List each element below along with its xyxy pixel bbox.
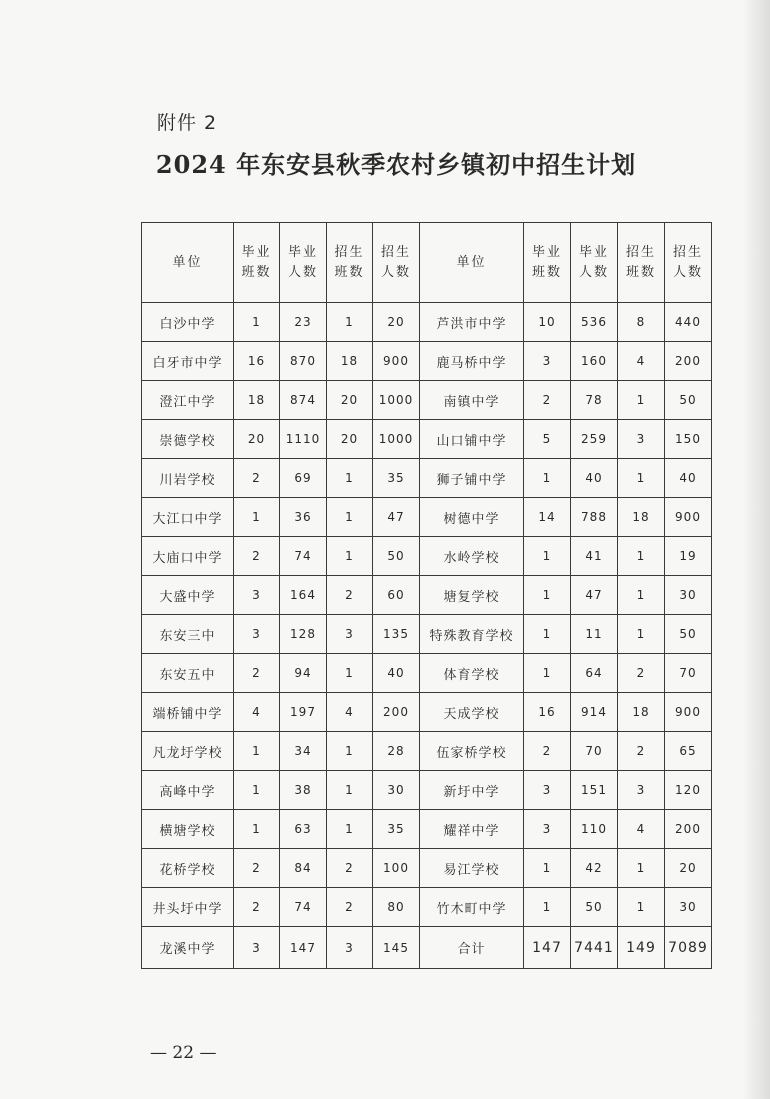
enroll-classes-right: 1 xyxy=(618,381,665,420)
table-row xyxy=(142,420,712,459)
grad-classes-right: 1 xyxy=(524,615,571,654)
grad-students: 197 xyxy=(280,693,327,732)
school-name: 大江口中学 xyxy=(142,498,234,537)
grad-students-right: 11 xyxy=(571,615,618,654)
grad-students-right: 47 xyxy=(571,576,618,615)
school-name-right: 芦洪市中学 xyxy=(420,303,524,342)
school-name-right: 水岭学校 xyxy=(420,537,524,576)
grad-students-right: 259 xyxy=(571,420,618,459)
grad-classes: 3 xyxy=(234,576,280,615)
enroll-students: 28 xyxy=(373,732,420,771)
enroll-classes: 1 xyxy=(327,654,373,693)
enroll-classes-right: 1 xyxy=(618,888,665,927)
page-number: — 22 — xyxy=(150,1043,217,1063)
school-name: 花桥学校 xyxy=(142,849,234,888)
grad-classes-right: 3 xyxy=(524,771,571,810)
table-header-row xyxy=(142,223,712,303)
header-grad-classes: 毕业 班数 xyxy=(234,223,280,303)
grad-classes: 1 xyxy=(234,771,280,810)
grad-classes: 2 xyxy=(234,537,280,576)
table-row xyxy=(142,537,712,576)
table-row xyxy=(142,888,712,927)
school-name-right: 伍家桥学校 xyxy=(420,732,524,771)
school-name: 井头圩中学 xyxy=(142,888,234,927)
enroll-students: 30 xyxy=(373,771,420,810)
enroll-classes-right: 1 xyxy=(618,576,665,615)
table-row-total xyxy=(142,927,712,969)
enroll-students-right: 19 xyxy=(665,537,712,576)
grad-classes: 4 xyxy=(234,693,280,732)
grad-classes: 18 xyxy=(234,381,280,420)
school-name: 大盛中学 xyxy=(142,576,234,615)
table-row xyxy=(142,849,712,888)
grad-students-right: 914 xyxy=(571,693,618,732)
school-name: 川岩学校 xyxy=(142,459,234,498)
enroll-students: 40 xyxy=(373,654,420,693)
grad-classes-right: 2 xyxy=(524,381,571,420)
enroll-classes-right: 4 xyxy=(618,810,665,849)
table-row xyxy=(142,771,712,810)
table-row xyxy=(142,498,712,537)
enroll-classes-right: 1 xyxy=(618,849,665,888)
grad-classes: 2 xyxy=(234,459,280,498)
enroll-students-right: 20 xyxy=(665,849,712,888)
grad-students: 164 xyxy=(280,576,327,615)
enroll-students: 200 xyxy=(373,693,420,732)
enroll-classes: 1 xyxy=(327,498,373,537)
grad-students: 69 xyxy=(280,459,327,498)
enroll-classes: 2 xyxy=(327,888,373,927)
grad-students-right: 536 xyxy=(571,303,618,342)
school-name-right: 天成学校 xyxy=(420,693,524,732)
header-unit: 单位 xyxy=(142,223,234,303)
header-enroll-classes-right: 招生 班数 xyxy=(618,223,665,303)
school-name-right: 竹木町中学 xyxy=(420,888,524,927)
school-name-right: 体育学校 xyxy=(420,654,524,693)
grad-students: 36 xyxy=(280,498,327,537)
grad-students: 84 xyxy=(280,849,327,888)
header-grad-classes-right: 毕业 班数 xyxy=(524,223,571,303)
header-grad-students: 毕业 人数 xyxy=(280,223,327,303)
grad-students: 874 xyxy=(280,381,327,420)
enroll-students-right: 900 xyxy=(665,498,712,537)
school-name: 端桥铺中学 xyxy=(142,693,234,732)
enroll-classes-right: 2 xyxy=(618,654,665,693)
grad-classes-right: 1 xyxy=(524,459,571,498)
attachment-label: 附件 2 xyxy=(157,112,218,134)
grad-students-right: 151 xyxy=(571,771,618,810)
enroll-students: 900 xyxy=(373,342,420,381)
enroll-students: 20 xyxy=(373,303,420,342)
grad-students: 23 xyxy=(280,303,327,342)
grad-students-right: 110 xyxy=(571,810,618,849)
header-grad-students-right: 毕业 人数 xyxy=(571,223,618,303)
grad-students: 34 xyxy=(280,732,327,771)
school-name: 白沙中学 xyxy=(142,303,234,342)
enroll-students: 1000 xyxy=(373,381,420,420)
grad-classes: 2 xyxy=(234,849,280,888)
enroll-classes-right: 4 xyxy=(618,342,665,381)
grad-students: 74 xyxy=(280,888,327,927)
school-name: 大庙口中学 xyxy=(142,537,234,576)
grad-students-right: 70 xyxy=(571,732,618,771)
total-grad-students: 7441 xyxy=(571,927,618,969)
enroll-classes-right: 18 xyxy=(618,693,665,732)
enroll-students-right: 30 xyxy=(665,576,712,615)
enroll-students-right: 70 xyxy=(665,654,712,693)
grad-classes-right: 2 xyxy=(524,732,571,771)
enroll-students-right: 200 xyxy=(665,810,712,849)
enroll-students-right: 40 xyxy=(665,459,712,498)
grad-classes: 1 xyxy=(234,498,280,537)
enroll-students: 1000 xyxy=(373,420,420,459)
grad-students-right: 50 xyxy=(571,888,618,927)
enroll-students: 35 xyxy=(373,810,420,849)
enroll-classes: 1 xyxy=(327,303,373,342)
school-name-right: 塘复学校 xyxy=(420,576,524,615)
enroll-students: 50 xyxy=(373,537,420,576)
enroll-classes: 18 xyxy=(327,342,373,381)
school-name: 高峰中学 xyxy=(142,771,234,810)
grad-classes: 20 xyxy=(234,420,280,459)
enroll-students: 80 xyxy=(373,888,420,927)
enroll-students-right: 50 xyxy=(665,615,712,654)
grad-classes: 3 xyxy=(234,927,280,969)
enroll-students-right: 150 xyxy=(665,420,712,459)
table-row xyxy=(142,381,712,420)
school-name: 凡龙圩学校 xyxy=(142,732,234,771)
enroll-students-right: 120 xyxy=(665,771,712,810)
enroll-students: 60 xyxy=(373,576,420,615)
grad-classes: 16 xyxy=(234,342,280,381)
grad-students: 870 xyxy=(280,342,327,381)
school-name-right: 鹿马桥中学 xyxy=(420,342,524,381)
enroll-classes-right: 3 xyxy=(618,420,665,459)
school-name-right: 南镇中学 xyxy=(420,381,524,420)
grad-students-right: 40 xyxy=(571,459,618,498)
enroll-classes-right: 1 xyxy=(618,459,665,498)
enroll-classes: 1 xyxy=(327,810,373,849)
enroll-classes: 20 xyxy=(327,420,373,459)
enroll-students: 47 xyxy=(373,498,420,537)
enroll-students-right: 65 xyxy=(665,732,712,771)
enroll-classes: 3 xyxy=(327,615,373,654)
enroll-classes: 2 xyxy=(327,576,373,615)
table-row xyxy=(142,459,712,498)
school-name-right: 狮子铺中学 xyxy=(420,459,524,498)
grad-classes-right: 3 xyxy=(524,342,571,381)
enroll-students-right: 200 xyxy=(665,342,712,381)
header-enroll-students: 招生 人数 xyxy=(373,223,420,303)
grad-classes: 1 xyxy=(234,732,280,771)
enroll-classes-right: 8 xyxy=(618,303,665,342)
grad-students: 74 xyxy=(280,537,327,576)
header-enroll-classes: 招生 班数 xyxy=(327,223,373,303)
school-name-right: 树德中学 xyxy=(420,498,524,537)
grad-students: 128 xyxy=(280,615,327,654)
enroll-classes-right: 2 xyxy=(618,732,665,771)
table-row xyxy=(142,693,712,732)
table-row xyxy=(142,732,712,771)
enroll-students: 145 xyxy=(373,927,420,969)
header-enroll-students-right: 招生 人数 xyxy=(665,223,712,303)
enroll-classes: 1 xyxy=(327,732,373,771)
enroll-students-right: 440 xyxy=(665,303,712,342)
school-name-right: 新圩中学 xyxy=(420,771,524,810)
enroll-classes: 4 xyxy=(327,693,373,732)
grad-classes: 2 xyxy=(234,654,280,693)
header-unit-right: 单位 xyxy=(420,223,524,303)
enroll-students-right: 900 xyxy=(665,693,712,732)
document-title: 2024 年东安县秋季农村乡镇初中招生计划 xyxy=(155,150,637,179)
enroll-classes: 3 xyxy=(327,927,373,969)
grad-classes-right: 1 xyxy=(524,849,571,888)
grad-students: 147 xyxy=(280,927,327,969)
grad-classes-right: 1 xyxy=(524,576,571,615)
school-name-right: 山口铺中学 xyxy=(420,420,524,459)
table-row xyxy=(142,810,712,849)
enroll-classes: 1 xyxy=(327,771,373,810)
school-name: 龙溪中学 xyxy=(142,927,234,969)
school-name: 白牙市中学 xyxy=(142,342,234,381)
enroll-classes-right: 1 xyxy=(618,537,665,576)
grad-students: 1110 xyxy=(280,420,327,459)
enroll-students-right: 30 xyxy=(665,888,712,927)
grad-classes: 3 xyxy=(234,615,280,654)
enroll-students: 135 xyxy=(373,615,420,654)
school-name: 横塘学校 xyxy=(142,810,234,849)
school-name: 东安三中 xyxy=(142,615,234,654)
grad-classes-right: 14 xyxy=(524,498,571,537)
grad-classes-right: 3 xyxy=(524,810,571,849)
enroll-classes-right: 1 xyxy=(618,615,665,654)
grad-classes-right: 10 xyxy=(524,303,571,342)
table-row xyxy=(142,615,712,654)
total-grad-classes: 147 xyxy=(524,927,571,969)
school-name-right: 特殊教育学校 xyxy=(420,615,524,654)
grad-classes-right: 16 xyxy=(524,693,571,732)
grad-students-right: 78 xyxy=(571,381,618,420)
enroll-classes: 20 xyxy=(327,381,373,420)
grad-classes-right: 5 xyxy=(524,420,571,459)
total-enroll-students: 7089 xyxy=(665,927,712,969)
grad-students-right: 64 xyxy=(571,654,618,693)
enroll-classes: 1 xyxy=(327,537,373,576)
enroll-students-right: 50 xyxy=(665,381,712,420)
table-row xyxy=(142,342,712,381)
enroll-students: 100 xyxy=(373,849,420,888)
enroll-classes: 1 xyxy=(327,459,373,498)
grad-students: 63 xyxy=(280,810,327,849)
table-row xyxy=(142,654,712,693)
total-enroll-classes: 149 xyxy=(618,927,665,969)
grad-students-right: 41 xyxy=(571,537,618,576)
table-row xyxy=(142,576,712,615)
grad-classes: 1 xyxy=(234,810,280,849)
grad-classes-right: 1 xyxy=(524,537,571,576)
total-label: 合计 xyxy=(420,927,524,969)
grad-students-right: 788 xyxy=(571,498,618,537)
grad-students: 94 xyxy=(280,654,327,693)
school-name-right: 耀祥中学 xyxy=(420,810,524,849)
school-name: 崇德学校 xyxy=(142,420,234,459)
grad-classes: 1 xyxy=(234,303,280,342)
enroll-students: 35 xyxy=(373,459,420,498)
enroll-classes: 2 xyxy=(327,849,373,888)
grad-classes-right: 1 xyxy=(524,888,571,927)
grad-students-right: 42 xyxy=(571,849,618,888)
enroll-classes-right: 3 xyxy=(618,771,665,810)
table-row xyxy=(142,303,712,342)
grad-students-right: 160 xyxy=(571,342,618,381)
enroll-classes-right: 18 xyxy=(618,498,665,537)
grad-classes: 2 xyxy=(234,888,280,927)
grad-classes-right: 1 xyxy=(524,654,571,693)
school-name-right: 易江学校 xyxy=(420,849,524,888)
school-name: 澄江中学 xyxy=(142,381,234,420)
enrollment-table xyxy=(141,222,712,969)
grad-students: 38 xyxy=(280,771,327,810)
school-name: 东安五中 xyxy=(142,654,234,693)
